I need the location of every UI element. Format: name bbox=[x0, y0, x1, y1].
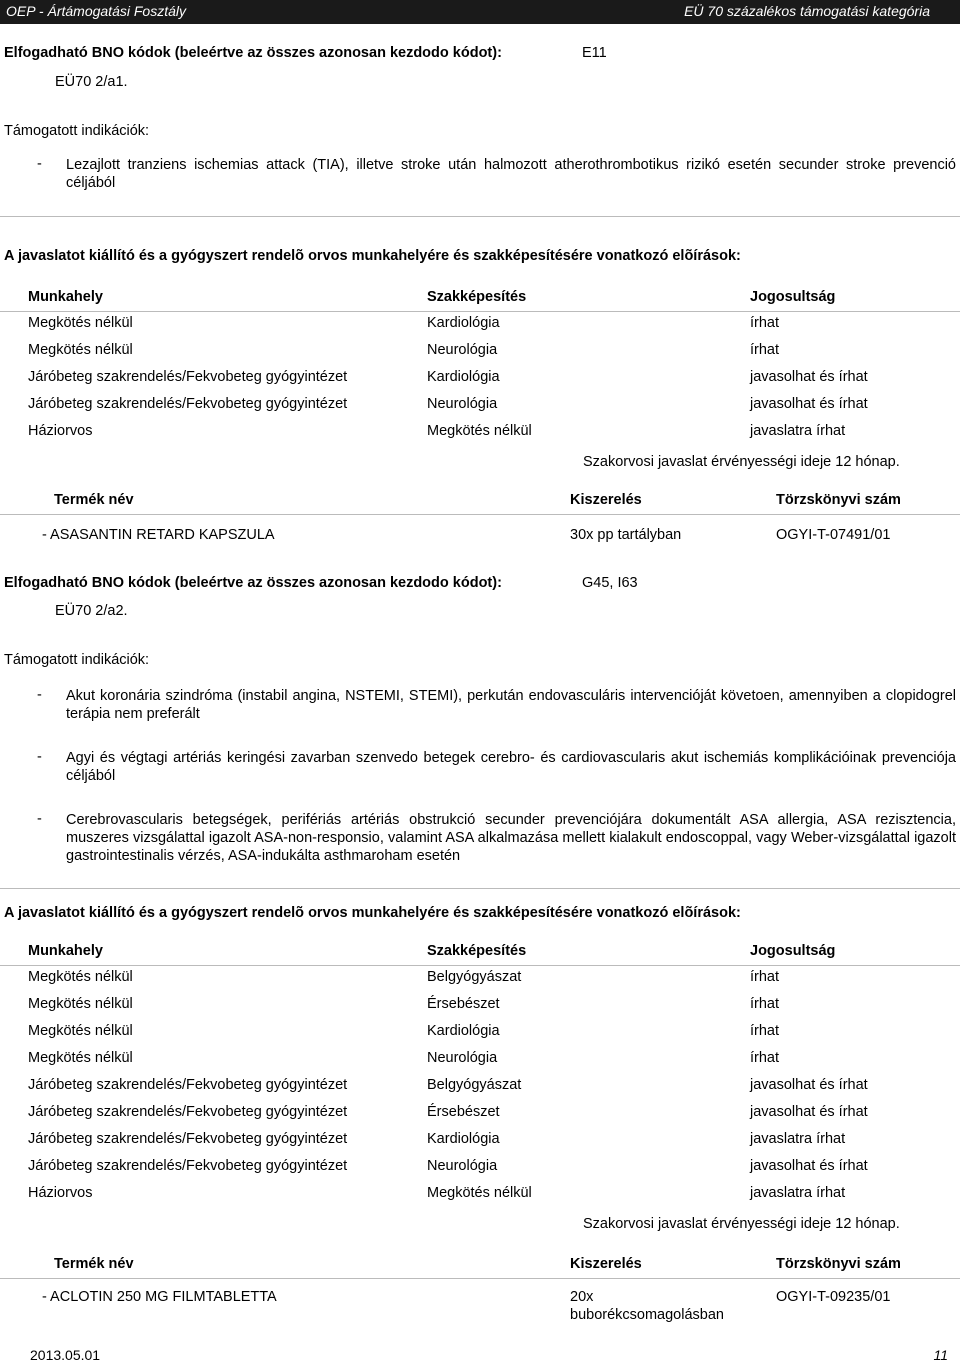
bno-codes: G45, I63 bbox=[582, 575, 638, 591]
col-header-specialty: Szakképesítés bbox=[427, 289, 527, 305]
bullet: - bbox=[37, 749, 42, 765]
cell-workplace: Megkötés nélkül bbox=[28, 1050, 133, 1066]
cell-right: írhat bbox=[750, 1023, 780, 1039]
cell-specialty: Megkötés nélkül bbox=[427, 1185, 532, 1201]
divider bbox=[0, 888, 960, 889]
cell-workplace: Járóbeteg szakrendelés/Fekvobeteg gyógyintézet bbox=[28, 1131, 348, 1147]
cell-right: írhat bbox=[750, 969, 780, 985]
cell-right: írhat bbox=[750, 1050, 780, 1066]
cell-right: javaslatra írhat bbox=[750, 1131, 846, 1147]
bullet: - bbox=[37, 811, 42, 827]
table-rule bbox=[0, 514, 960, 515]
cell-specialty: Neurológia bbox=[427, 396, 498, 412]
col-header-workplace: Munkahely bbox=[28, 289, 103, 305]
cell-specialty: Kardiológia bbox=[427, 315, 500, 331]
divider bbox=[0, 216, 960, 217]
cell-right: írhat bbox=[750, 342, 780, 358]
cell-specialty: Érsebészet bbox=[427, 1104, 500, 1120]
validity-note: Szakorvosi javaslat érvényességi ideje 12 hónap. bbox=[583, 1216, 900, 1232]
validity-note: Szakorvosi javaslat érvényességi ideje 12 hónap. bbox=[583, 454, 900, 470]
table-rule bbox=[0, 965, 960, 966]
cell-workplace: Megkötés nélkül bbox=[28, 1023, 133, 1039]
col-header-product-name: Termék név bbox=[54, 492, 134, 508]
cell-specialty: Neurológia bbox=[427, 1050, 498, 1066]
cell-specialty: Érsebészet bbox=[427, 996, 500, 1012]
product-pack: 30x pp tartályban bbox=[570, 527, 682, 543]
cell-right: javaslatra írhat bbox=[750, 423, 846, 439]
col-header-specialty: Szakképesítés bbox=[427, 943, 527, 959]
product-pack: buborékcsomagolásban bbox=[570, 1307, 724, 1323]
cell-workplace: Járóbeteg szakrendelés/Fekvobeteg gyógyintézet bbox=[28, 1077, 348, 1093]
cell-specialty: Kardiológia bbox=[427, 369, 500, 385]
col-header-product-name: Termék név bbox=[54, 1256, 134, 1272]
cell-workplace: Megkötés nélkül bbox=[28, 969, 133, 985]
col-header-workplace: Munkahely bbox=[28, 943, 103, 959]
cell-workplace: Megkötés nélkül bbox=[28, 996, 133, 1012]
cell-specialty: Kardiológia bbox=[427, 1023, 500, 1039]
cell-right: javasolhat és írhat bbox=[750, 1158, 868, 1174]
footer-date: 2013.05.01 bbox=[30, 1347, 101, 1363]
bno-label: Elfogadható BNO kódok (beleértve az összes azonosan kezdodo kódot): bbox=[4, 45, 502, 61]
cell-workplace: Háziorvos bbox=[28, 423, 93, 439]
col-header-reg: Törzskönyvi szám bbox=[776, 492, 901, 508]
section-code: EÜ70 2/a2. bbox=[55, 603, 128, 619]
col-header-right: Jogosultság bbox=[750, 289, 836, 305]
cell-specialty: Belgyógyászat bbox=[427, 969, 522, 985]
product-reg: OGYI-T-09235/01 bbox=[776, 1289, 891, 1305]
cell-right: javasolhat és írhat bbox=[750, 369, 868, 385]
cell-workplace: Megkötés nélkül bbox=[28, 342, 133, 358]
cell-right: írhat bbox=[750, 996, 780, 1012]
indication-item: Cerebrovascularis betegségek, perifériás artériás obstrukció secunder prevenciójára dokumentált ASA allergia, ASA rezisztencia, muszeres vizsgálattal igazolt ASA-non-responsio, valamint ASA alkalmazása mellett kialakult endoscoppal, vagy Weber-vizsgálattal igazolt gastrointestinalis vérzés, ASA-indukálta asthmaroham esetén bbox=[66, 812, 956, 864]
page-header bbox=[0, 0, 960, 24]
col-header-pack: Kiszerelés bbox=[570, 1256, 642, 1272]
bullet: - bbox=[37, 687, 42, 703]
cell-workplace: Járóbeteg szakrendelés/Fekvobeteg gyógyintézet bbox=[28, 1104, 348, 1120]
cell-right: javasolhat és írhat bbox=[750, 396, 868, 412]
cell-right: javaslatra írhat bbox=[750, 1185, 846, 1201]
cell-specialty: Neurológia bbox=[427, 1158, 498, 1174]
rules-title: A javaslatot kiállító és a gyógyszert rendelõ orvos munkahelyére és szakképesítésére vonatkozó elõírások: bbox=[4, 248, 741, 264]
indications-label: Támogatott indikációk: bbox=[4, 123, 150, 139]
cell-right: javasolhat és írhat bbox=[750, 1077, 868, 1093]
table-rule bbox=[0, 1278, 960, 1279]
bullet: - bbox=[37, 156, 42, 172]
col-header-right: Jogosultság bbox=[750, 943, 836, 959]
indication-item: Lezajlott tranziens ischemias attack (TIA), illetve stroke után halmozott atherothrombotikus rizikó esetén secunder stroke prevenció céljából bbox=[66, 157, 956, 191]
cell-workplace: Háziorvos bbox=[28, 1185, 93, 1201]
cell-specialty: Neurológia bbox=[427, 342, 498, 358]
cell-workplace: Járóbeteg szakrendelés/Fekvobeteg gyógyintézet bbox=[28, 396, 348, 412]
page-number: 11 bbox=[933, 1347, 948, 1363]
indication-item: Akut koronária szindróma (instabil angina, NSTEMI, STEMI), perkután endovasculáris intervencióját követoen, amennyiben a clopidogrel terápia nem preferált bbox=[66, 688, 956, 722]
header-left: OEP - Ártámogatási Fosztály bbox=[6, 3, 186, 19]
cell-specialty: Belgyógyászat bbox=[427, 1077, 522, 1093]
product-reg: OGYI-T-07491/01 bbox=[776, 527, 891, 543]
rules-title: A javaslatot kiállító és a gyógyszert rendelõ orvos munkahelyére és szakképesítésére vonatkozó elõírások: bbox=[4, 905, 741, 921]
cell-workplace: Megkötés nélkül bbox=[28, 315, 133, 331]
bno-label: Elfogadható BNO kódok (beleértve az összes azonosan kezdodo kódot): bbox=[4, 575, 502, 591]
table-rule bbox=[0, 311, 960, 312]
cell-right: javasolhat és írhat bbox=[750, 1104, 868, 1120]
product-pack: 20x bbox=[570, 1289, 594, 1305]
indications-label: Támogatott indikációk: bbox=[4, 652, 150, 668]
section-code: EÜ70 2/a1. bbox=[55, 74, 128, 90]
indication-item: Agyi és végtagi artériás keringési zavarban szenvedo betegek cerebro- és cardiovascularis akut ischemiás komplikációinak prevenciója céljából bbox=[66, 750, 956, 784]
product-name: - ASASANTIN RETARD KAPSZULA bbox=[42, 527, 275, 543]
col-header-reg: Törzskönyvi szám bbox=[776, 1256, 901, 1272]
cell-workplace: Járóbeteg szakrendelés/Fekvobeteg gyógyintézet bbox=[28, 369, 348, 385]
cell-specialty: Megkötés nélkül bbox=[427, 423, 532, 439]
col-header-pack: Kiszerelés bbox=[570, 492, 642, 508]
bno-codes: E11 bbox=[582, 45, 607, 61]
cell-right: írhat bbox=[750, 315, 780, 331]
header-right: EÜ 70 százalékos támogatási kategória bbox=[684, 3, 930, 19]
product-name: - ACLOTIN 250 MG FILMTABLETTA bbox=[42, 1289, 277, 1305]
cell-workplace: Járóbeteg szakrendelés/Fekvobeteg gyógyintézet bbox=[28, 1158, 348, 1174]
cell-specialty: Kardiológia bbox=[427, 1131, 500, 1147]
